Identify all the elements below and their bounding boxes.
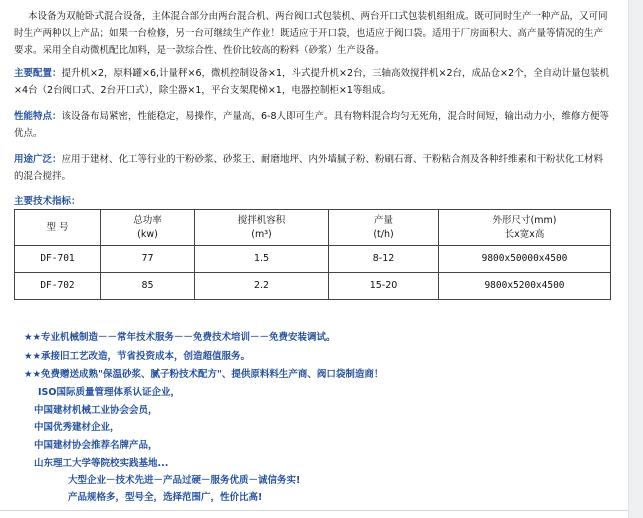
cell-power: 85 [101, 273, 195, 300]
uses-text: 应用于建材、化工等行业的干粉砂浆、砂浆王、耐磨地坪、内外墙腻子粉、粉刷石膏、干粉粘合剂及各种纤维素和干粉状化工材料的混合搅拌。 [14, 154, 604, 182]
credential-item: 中国优秀建材企业， [34, 422, 120, 433]
spec-table [14, 209, 611, 300]
header-output: 产量 (t/h) [329, 210, 439, 246]
cell-size: 9800x5200x4500 [439, 273, 611, 300]
promo-line: ★★承接旧工艺改造，节省投资成本，创造超值服务。 [24, 351, 251, 362]
cell-power: 77 [101, 246, 195, 273]
config-text: 提升机×2，原料罐×6,计量秤×6，微机控制设备×1，斗式提升机×2台，三轴高效搅拌机×2台，成品仓×2个，全自动计量包装机×4台（2台阀口式、2台开口式），除尘器×1，平台支架爬梯×1，电器控制柜×1等组成。 [14, 68, 610, 96]
slogan-line: 大型企业－技术先进－产品过硬－服务优质－诚信务实! [68, 475, 301, 486]
features-label: 性能特点： [14, 111, 62, 122]
cell-output: 8-12 [329, 246, 439, 273]
credential-item: 山东理工大学等院校实践基地... [34, 458, 169, 469]
table-row [15, 273, 611, 300]
features-paragraph [14, 108, 610, 142]
cell-model: DF-701 [15, 246, 101, 273]
header-capacity: 搅拌机容积 (m³) [195, 210, 329, 246]
header-model: 型 号 [15, 210, 101, 246]
right-scroll-strip [628, 0, 643, 518]
slogan-line: 产品规格多，型号全，选择范围广，性价比高! [68, 492, 263, 503]
table-row [15, 246, 611, 273]
cell-model: DF-702 [15, 273, 101, 300]
spec-header-row [15, 210, 611, 246]
credential-item: 中国建材协会推荐名牌产品， [34, 440, 158, 451]
config-label: 主要配置： [14, 68, 62, 79]
credential-item: ISO国际质量管理体系认证企业， [38, 387, 180, 398]
cell-output: 15-20 [329, 273, 439, 300]
features-text: 该设备布局紧密，性能稳定，易操作，产量高，6-8人即可生产。具有物料混合均匀无死角，混合时间短，输出动力小，维修方便等优点。 [14, 111, 610, 139]
promo-line: ★★专业机械制造－－常年技术服务－－免费技术培训－－免费安装调试。 [24, 332, 336, 343]
uses-label: 用途广泛： [14, 154, 62, 165]
intro-paragraph: 本设备为双舱卧式混合设备，主体混合部分由两台混合机、两台阀口式包装机、两台开口式包装机组组成。既可同时生产一种产品，又可同时生产两种以上产品；如果一台检修，另一台可继续生产作业！既适应于开口袋，也适应于阀口袋。适用于厂房面积大、高产量等情况的生产要求。采用全自动微机配比加料，是一款综合性、性价比较高的粉料（砂浆）生产设备。 [14, 11, 608, 56]
header-power: 总功率 (kw) [101, 210, 195, 246]
cell-size: 9800x50000x4500 [439, 246, 611, 273]
spec-heading: 主要技术指标： [14, 196, 81, 207]
cell-capacity: 2.2 [195, 273, 329, 300]
config-paragraph [14, 65, 610, 99]
cell-capacity: 1.5 [195, 246, 329, 273]
credential-item: 中国建材机械工业协会会员， [34, 405, 158, 416]
uses-paragraph [14, 151, 610, 185]
header-size: 外形尺寸(mm) 长x宽x高 [439, 210, 611, 246]
promo-line: ★★免费赠送成熟"保温砂浆、腻子粉技术配方"、提供原料料生产商、阀口袋制造商！ [24, 369, 384, 380]
